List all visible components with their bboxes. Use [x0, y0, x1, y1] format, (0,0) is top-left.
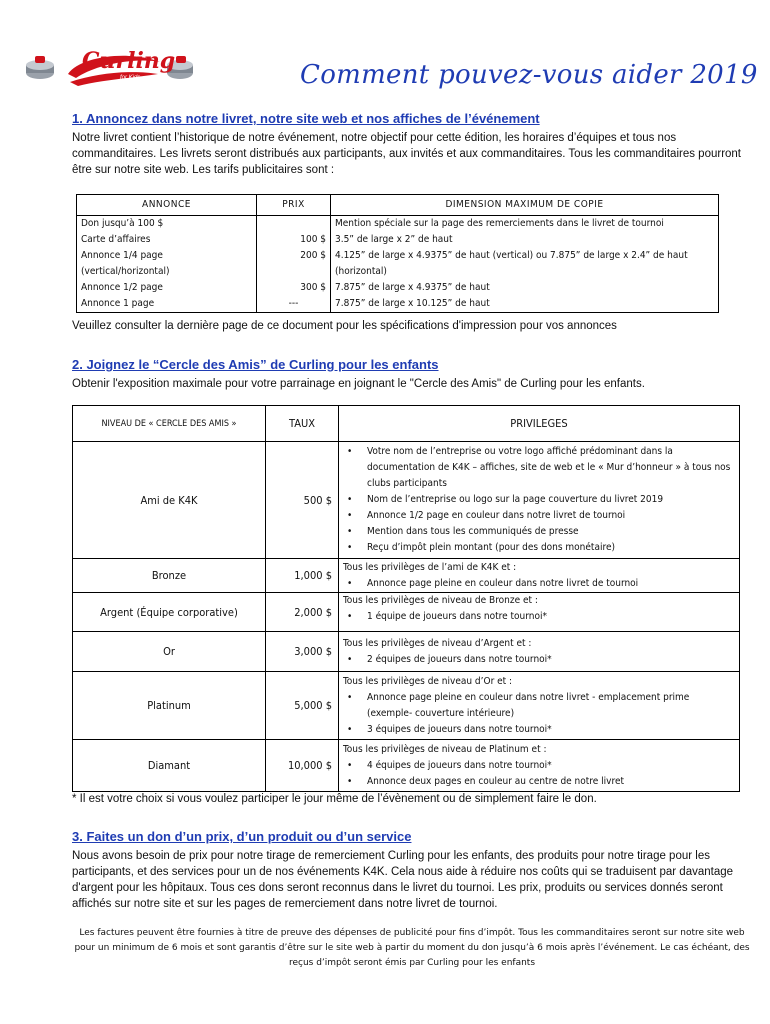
table-cell: 300 $ — [257, 280, 331, 296]
table-cell: 4.125” de large x 4.9375” de haut (vertical) ou 7.875” de large x 2.4” de haut (horizontal) — [331, 248, 719, 280]
list-item: • Annonce page pleine en couleur dans notre livret de tournoi — [367, 576, 735, 592]
section-heading: 3. Faites un don d’un prix, d’un produit ou d’un service — [72, 829, 412, 844]
privileges-intro: Tous les privilèges de l’ami de K4K et : — [343, 561, 517, 573]
table-cell: Annonce 1 page — [77, 296, 257, 313]
column-header: PRIX — [257, 195, 331, 216]
list-item: • 2 équipes de joueurs dans notre tournoi* — [367, 652, 735, 668]
participation-note: * Il est votre choix si vous voulez participer le jour même de l’évènement ou de simplement faire le don. — [72, 793, 597, 805]
table-row — [73, 559, 740, 593]
privileges-intro: Tous les privilèges de niveau de Platinum et : — [343, 743, 547, 755]
logo-subtext: for Kids — [120, 75, 141, 81]
level-cell: Bronze — [73, 559, 266, 593]
table-row — [77, 216, 719, 233]
section-advertise — [72, 111, 742, 178]
list-item: • 1 équipe de joueurs dans notre tournoi* — [367, 609, 735, 625]
table-cell: Don jusqu’à 100 $ — [77, 216, 257, 233]
privileges-intro: Tous les privilèges de niveau d’Argent et : — [343, 637, 532, 649]
table-cell: Annonce 1/2 page — [77, 280, 257, 296]
table-row — [77, 248, 719, 280]
column-header: TAUX — [266, 406, 339, 442]
section-donate — [72, 829, 744, 912]
rate-cell: 500 $ — [266, 442, 339, 559]
rate-cell: 10,000 $ — [266, 740, 339, 792]
table-cell: 7.875” de large x 10.125” de haut — [331, 296, 719, 313]
rate-cell: 3,000 $ — [266, 632, 339, 672]
rate-cell: 5,000 $ — [266, 672, 339, 740]
privileges-cell — [339, 740, 740, 792]
table-row — [73, 672, 740, 740]
privileges-intro: Tous les privilèges de niveau d’Or et : — [343, 675, 513, 687]
logo — [20, 44, 210, 94]
column-header: NIVEAU DE « CERCLE DES AMIS » — [73, 406, 266, 442]
table-cell: 7.875” de large x 4.9375” de haut — [331, 280, 719, 296]
column-header: ANNONCE — [77, 195, 257, 216]
curling-stone-icon — [26, 56, 54, 79]
table-cell: 200 $ — [257, 248, 331, 280]
column-header: PRIVILEGES — [339, 406, 740, 442]
table-cell: --- — [257, 296, 331, 313]
list-item: • Reçu d’impôt plein montant (pour des dons monétaire) — [367, 540, 735, 556]
section-body: Nous avons besoin de prix pour notre tirage de remerciement Curling pour les enfants, des produits pour notre tirage pour les participants, et des services pour un de nos événements K4K. Cela nous aide à réduire nos coûts qui se traduisent par davantage d'argent pour les hôpitaux. Tous ces dons seront reconnus dans le livret du tournoi. Les prix, produits ou services donnés seront affichés sur notre site et sur les pages de remerciement dans notre livret de tournoi. — [72, 850, 734, 910]
print-spec-note: Veuillez consulter la dernière page de ce document pour les spécifications d'impression pour vos annonces — [72, 320, 617, 332]
privileges-cell — [339, 593, 740, 632]
privileges-intro: Tous les privilèges de niveau de Bronze et : — [343, 595, 538, 606]
column-header: DIMENSION MAXIMUM DE COPIE — [331, 195, 719, 216]
rate-cell: 2,000 $ — [266, 593, 339, 632]
table-row — [73, 593, 740, 632]
section-body: Obtenir l'exposition maximale pour votre parrainage en joignant le "Cercle des Amis" de Curling pour les enfants. — [72, 378, 645, 390]
table-row — [77, 232, 719, 248]
section-body: Notre livret contient l’historique de notre événement, notre objectif pour cette édition, les horaires d’équipes et tous nos commanditaires. Les livrets seront distribués aux participants, aux invités et aux commanditaires. Tous les commanditaires pourront être sur notre site web. Les tarifs publicitaires sont : — [72, 132, 742, 176]
privileges-cell — [339, 559, 740, 593]
table-row — [73, 632, 740, 672]
list-item: • 3 équipes de joueurs dans notre tournoi* — [367, 722, 735, 738]
list-item: • Votre nom de l’entreprise ou votre logo affiché prédominant dans la documentation de K4K – affiches, site de web et le « Mur d’honneur » à tous nos clubs participants — [367, 444, 735, 492]
table-cell: 100 $ — [257, 232, 331, 248]
table-cell: 3.5” de large x 2” de haut — [331, 232, 719, 248]
table-cell: Carte d’affaires — [77, 232, 257, 248]
table-row — [77, 296, 719, 313]
rate-cell: 1,000 $ — [266, 559, 339, 593]
section-heading: 1. Annoncez dans notre livret, notre site web et nos affiches de l’événement — [72, 111, 540, 126]
section-heading: 2. Joignez le “Cercle des Amis” de Curling pour les enfants — [72, 357, 439, 372]
table-row — [77, 280, 719, 296]
table-cell — [257, 216, 331, 233]
level-cell: Ami de K4K — [73, 442, 266, 559]
privileges-cell — [339, 442, 740, 559]
table-cell: Annonce 1/4 page (vertical/horizontal) — [77, 248, 257, 280]
list-item: • Annonce page pleine en couleur dans notre livret - emplacement prime (exemple- couverture intérieure) — [367, 690, 735, 722]
list-item: • Annonce 1/2 page en couleur dans notre livret de tournoi — [367, 508, 735, 524]
logo-text: Curling — [82, 48, 176, 74]
section-friends-circle — [72, 357, 742, 392]
level-cell: Argent (Équipe corporative) — [73, 593, 266, 632]
table-cell: Mention spéciale sur la page des remerciements dans le livret de tournoi — [331, 216, 719, 233]
privileges-cell — [339, 672, 740, 740]
table-row — [73, 740, 740, 792]
list-item: • Annonce deux pages en couleur au centre de notre livret — [367, 774, 735, 790]
ad-rates-table — [76, 194, 719, 313]
list-item: • Nom de l’entreprise ou logo sur la page couverture du livret 2019 — [367, 492, 735, 508]
privileges-cell — [339, 632, 740, 672]
footer-note: Les factures peuvent être fournies à titre de preuve des dépenses de publicité pour fins d’impôt. Tous les commanditaires seront sur notre site web pour un minimum de 6 mois et sont garantis d’être sur le site web à partir du moment du don jusqu’à 6 mois après l’événement. Le cas échéant, des reçus d’impôt seront émis par Curling pour les enfants — [74, 928, 750, 968]
level-cell: Or — [73, 632, 266, 672]
sponsorship-levels-table — [72, 405, 740, 792]
list-item: • Mention dans tous les communiqués de presse — [367, 524, 735, 540]
table-row — [73, 442, 740, 559]
page-title: Comment pouvez-vous aider 2019 — [300, 60, 758, 90]
level-cell: Platinum — [73, 672, 266, 740]
list-item: • 4 équipes de joueurs dans notre tournoi* — [367, 758, 735, 774]
level-cell: Diamant — [73, 740, 266, 792]
